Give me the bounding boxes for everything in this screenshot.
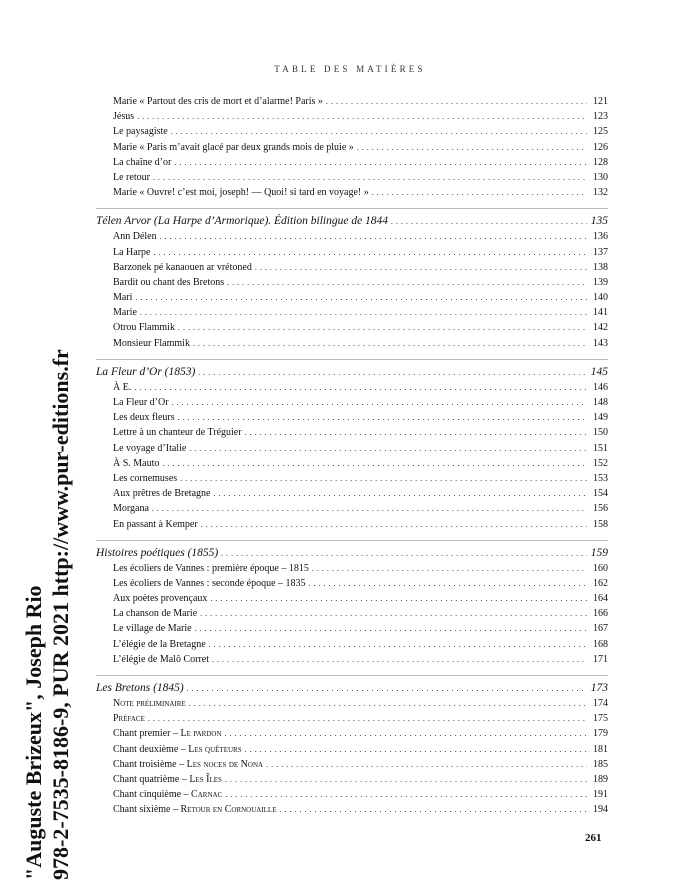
toc-entry-title: Les écoliers de Vannes : seconde époque – 1835 (113, 577, 306, 589)
dot-leader (225, 787, 587, 802)
dot-leader (213, 486, 587, 501)
dot-leader (255, 260, 587, 275)
toc-section (96, 675, 608, 818)
toc-entry-subtitle: Le pardon (180, 728, 222, 740)
toc-entry[interactable] (96, 124, 608, 139)
dot-leader (135, 290, 587, 305)
toc-entry-title-group (113, 787, 222, 802)
toc-entry[interactable] (96, 742, 608, 757)
toc-heading-title: Télen Arvor (La Harpe d’Armorique). Édition bilingue de 1844 (96, 215, 389, 228)
toc-page-number: 143 (593, 337, 608, 349)
toc-entry-title: Marie « Ouvre! c’est moi, joseph! — Quoi! si tard en voyage! » (113, 187, 369, 199)
dot-leader (225, 772, 587, 787)
toc-entry[interactable] (96, 576, 608, 591)
toc-page-number: 162 (593, 577, 608, 589)
toc-entry-title: Otrou Flammik (113, 322, 175, 334)
toc-page-number: 149 (593, 412, 608, 424)
toc-page-number: 174 (593, 698, 608, 709)
toc-page-number: 185 (593, 758, 608, 770)
toc-entry[interactable] (96, 757, 608, 772)
dot-leader (201, 517, 587, 532)
toc-entry-title: Marie « Paris m’avait glacé par deux grands mois de pluie » (113, 141, 354, 153)
dot-leader (178, 320, 587, 335)
toc-entry[interactable] (96, 425, 608, 440)
toc-page-number: 132 (593, 187, 608, 199)
toc-section (96, 208, 608, 351)
toc-entry[interactable] (96, 471, 608, 486)
toc-page-number: 173 (590, 682, 608, 694)
toc-entry-title-group (113, 726, 222, 741)
toc-entry[interactable] (96, 501, 608, 516)
toc-entry-title: La Harpe (113, 246, 151, 258)
toc-entry-title: Morgana (113, 503, 149, 515)
toc-page-number: 145 (590, 365, 608, 378)
dot-leader (137, 109, 587, 124)
toc-page-number: 138 (593, 261, 608, 273)
toc-entry[interactable] (96, 155, 608, 170)
toc-page-number: 152 (593, 457, 608, 469)
dot-leader (372, 185, 587, 200)
toc-page-number: 154 (593, 488, 608, 500)
running-head: TABLE DES MATIÈRES (274, 64, 426, 74)
toc-page-number: 136 (593, 231, 608, 243)
toc-entry[interactable] (96, 260, 608, 275)
dot-leader (153, 245, 587, 260)
toc-entry-subtitle: Les quêteurs (188, 743, 242, 755)
toc-entry-title-group (113, 757, 263, 772)
toc-entry[interactable] (96, 140, 608, 155)
toc-entry[interactable] (96, 441, 608, 456)
toc-entry-title: Lettre à un chanteur de Tréguier (113, 427, 242, 439)
toc-entry[interactable] (96, 606, 608, 621)
toc-entry-title: Aux poètes provençaux (113, 593, 208, 605)
dot-leader (174, 155, 587, 170)
toc-entry[interactable] (96, 486, 608, 501)
toc-page-number: 126 (593, 141, 608, 153)
toc-entry-title: Monsieur Flammik (113, 337, 190, 349)
toc-entry-title: Jésus (113, 111, 135, 123)
toc-entry-subtitle: Les noces de Nona (186, 758, 264, 770)
toc-entry[interactable] (96, 726, 608, 741)
toc-page-number: 150 (593, 427, 608, 439)
toc-page-number: 166 (593, 608, 608, 620)
toc-entry[interactable] (96, 290, 608, 305)
toc-entry-title-group (113, 772, 222, 787)
dot-leader (209, 637, 587, 652)
toc-page-number: 139 (593, 276, 608, 288)
dot-leader (162, 456, 587, 471)
toc-entry-title: Barzonek pé kanaouen ar vrétoned (113, 261, 252, 273)
dot-leader (312, 561, 587, 576)
toc-entry-title: Chant premier – (113, 728, 181, 740)
dot-leader (212, 652, 587, 667)
toc-entry-title: Les cornemuses (113, 472, 178, 484)
toc-section-heading[interactable] (96, 213, 608, 229)
toc-page-number: 140 (593, 292, 608, 304)
dot-leader (245, 742, 587, 757)
toc-section-heading[interactable] (96, 545, 608, 561)
toc-page-number: 168 (593, 638, 608, 650)
spine-line-isbn: 978-2-7535-8186-9, PUR 2021 http://www.pur-editions.fr (48, 349, 73, 880)
toc-entry-subtitle: Retour en Cornouaille (180, 804, 277, 816)
dot-leader (326, 94, 587, 109)
dot-leader (153, 170, 587, 185)
toc-entry-title-group (113, 742, 242, 757)
page-number: 261 (585, 832, 602, 844)
toc-entry-title: À S. Mauto (113, 457, 160, 469)
toc-entry[interactable] (96, 229, 608, 244)
toc-entry[interactable] (96, 94, 608, 109)
toc-entry-title: Le retour (113, 171, 150, 183)
toc-heading-title: Les Bretons (1845) (96, 682, 184, 694)
toc-entry-title: Le village de Marie (113, 623, 192, 635)
toc-entry-title: Ann Délen (113, 231, 157, 243)
dot-leader (391, 214, 587, 230)
toc-page-number: 171 (593, 653, 608, 665)
toc-entry[interactable] (96, 652, 608, 667)
toc-entry[interactable] (96, 275, 608, 290)
dot-leader (279, 802, 587, 817)
toc-entry[interactable] (96, 395, 608, 410)
toc-page-number: 179 (593, 728, 608, 740)
toc-entry[interactable] (96, 320, 608, 335)
toc-entry-title: Chant cinquième – (113, 789, 192, 801)
toc-entry-title: Chant troisième – (113, 758, 187, 770)
toc-entry[interactable] (96, 637, 608, 652)
toc-page-number: 148 (593, 397, 608, 408)
dot-leader (148, 711, 587, 726)
toc-entry-title: La chanson de Marie (113, 608, 198, 620)
toc-entry[interactable] (96, 772, 608, 787)
toc-heading-title: La Fleur d’Or (1853) (96, 365, 196, 378)
dot-leader (266, 757, 587, 772)
toc-page-number: 191 (593, 789, 608, 801)
toc-page-number: 181 (593, 743, 608, 755)
toc-entry-title: Les deux fleurs (113, 412, 175, 424)
dot-leader (172, 395, 587, 410)
table-of-contents (96, 94, 608, 818)
toc-entry[interactable] (96, 696, 608, 711)
dot-leader (134, 380, 587, 395)
toc-section (96, 540, 608, 667)
toc-entry[interactable] (96, 245, 608, 260)
toc-entry-title: Note préliminaire (113, 698, 186, 709)
toc-page-number: 167 (593, 623, 608, 635)
toc-entry-title: Chant sixième – (113, 804, 181, 816)
dot-leader (171, 124, 587, 139)
dot-leader (187, 681, 587, 697)
toc-page-number: 137 (593, 246, 608, 258)
dot-leader (225, 726, 587, 741)
toc-page-number: 141 (593, 307, 608, 319)
toc-entry[interactable] (96, 456, 608, 471)
toc-entry-title: La chaîne d’or (113, 156, 172, 168)
toc-page-number: 135 (590, 215, 608, 228)
toc-entry-title: Mari (113, 292, 133, 304)
toc-entry-title: Bardit ou chant des Bretons (113, 276, 225, 288)
toc-heading-title: Histoires poétiques (1855) (96, 546, 219, 559)
toc-page-number: 142 (593, 322, 608, 334)
toc-entry-title: Préface (113, 713, 145, 725)
toc-section-heading[interactable] (96, 364, 608, 380)
dot-leader (193, 336, 587, 351)
toc-entry-subtitle: Carnac (191, 789, 223, 801)
toc-page-number: 158 (593, 518, 608, 530)
toc-page-number: 146 (593, 381, 608, 393)
spine-line-author: "Auguste Brizeux", Joseph Rio (21, 585, 46, 880)
toc-entry-title: L’élégie de la Bretagne (113, 638, 206, 650)
dot-leader (200, 606, 587, 621)
toc-page-number: 164 (593, 593, 608, 605)
toc-entry-title: Chant quatrième – (113, 773, 190, 785)
toc-entry-title: En passant à Kemper (113, 518, 198, 530)
toc-page-number: 159 (590, 546, 608, 559)
toc-entry[interactable] (96, 336, 608, 351)
toc-section (96, 359, 608, 532)
dot-leader (152, 501, 587, 516)
toc-entry-title: Chant deuxième – (113, 743, 189, 755)
toc-entry-title: L’élégie de Malô Corret (113, 653, 209, 665)
toc-section (96, 94, 608, 200)
toc-entry[interactable] (96, 561, 608, 576)
toc-page-number: 123 (593, 111, 608, 123)
dot-leader (160, 229, 587, 244)
toc-entry[interactable] (96, 109, 608, 124)
toc-entry-title: À E. (113, 381, 132, 393)
toc-entry-subtitle: Les Îles (189, 773, 222, 785)
dot-leader (189, 696, 587, 711)
toc-page-number: 175 (593, 713, 608, 725)
toc-page-number: 189 (593, 773, 608, 785)
toc-page-number: 194 (593, 804, 608, 816)
toc-entry[interactable] (96, 170, 608, 185)
toc-page-number: 151 (593, 442, 608, 454)
dot-leader (357, 140, 587, 155)
toc-page-number: 130 (593, 171, 608, 183)
toc-entry-title: Le paysagiste (113, 126, 168, 138)
toc-entry-title: Les écoliers de Vannes : première époque – 1815 (113, 562, 309, 574)
toc-page-number: 153 (593, 472, 608, 484)
toc-entry-title: Marie « Partout des cris de mort et d’alarme! Paris » (113, 96, 323, 107)
toc-entry[interactable] (96, 185, 608, 200)
toc-entry-title: Aux prêtres de Bretagne (113, 488, 211, 500)
dot-leader (245, 425, 587, 440)
toc-page-number: 121 (593, 96, 608, 107)
toc-entry[interactable] (96, 591, 608, 606)
dot-leader (180, 471, 587, 486)
toc-entry[interactable] (96, 621, 608, 636)
toc-entry-title-group (113, 802, 276, 817)
toc-entry[interactable] (96, 517, 608, 532)
toc-entry[interactable] (96, 802, 608, 817)
toc-entry[interactable] (96, 380, 608, 395)
toc-entry[interactable] (96, 410, 608, 425)
toc-entry-title: Le voyage d’Italie (113, 442, 187, 454)
dot-leader (140, 305, 587, 320)
dot-leader (210, 591, 587, 606)
dot-leader (198, 365, 587, 381)
toc-entry[interactable] (96, 711, 608, 726)
dot-leader (195, 621, 587, 636)
dot-leader (189, 441, 587, 456)
toc-section-heading[interactable] (96, 680, 608, 696)
toc-entry[interactable] (96, 305, 608, 320)
toc-page-number: 156 (593, 503, 608, 515)
dot-leader (309, 576, 587, 591)
dot-leader (221, 546, 587, 562)
toc-page-number: 125 (593, 126, 608, 138)
dot-leader (178, 410, 587, 425)
toc-page-number: 160 (593, 562, 608, 574)
dot-leader (227, 275, 587, 290)
toc-entry-title: La Fleur d’Or (113, 397, 169, 408)
toc-entry[interactable] (96, 787, 608, 802)
toc-entry-title: Marie (113, 307, 137, 319)
toc-page-number: 128 (593, 156, 608, 168)
